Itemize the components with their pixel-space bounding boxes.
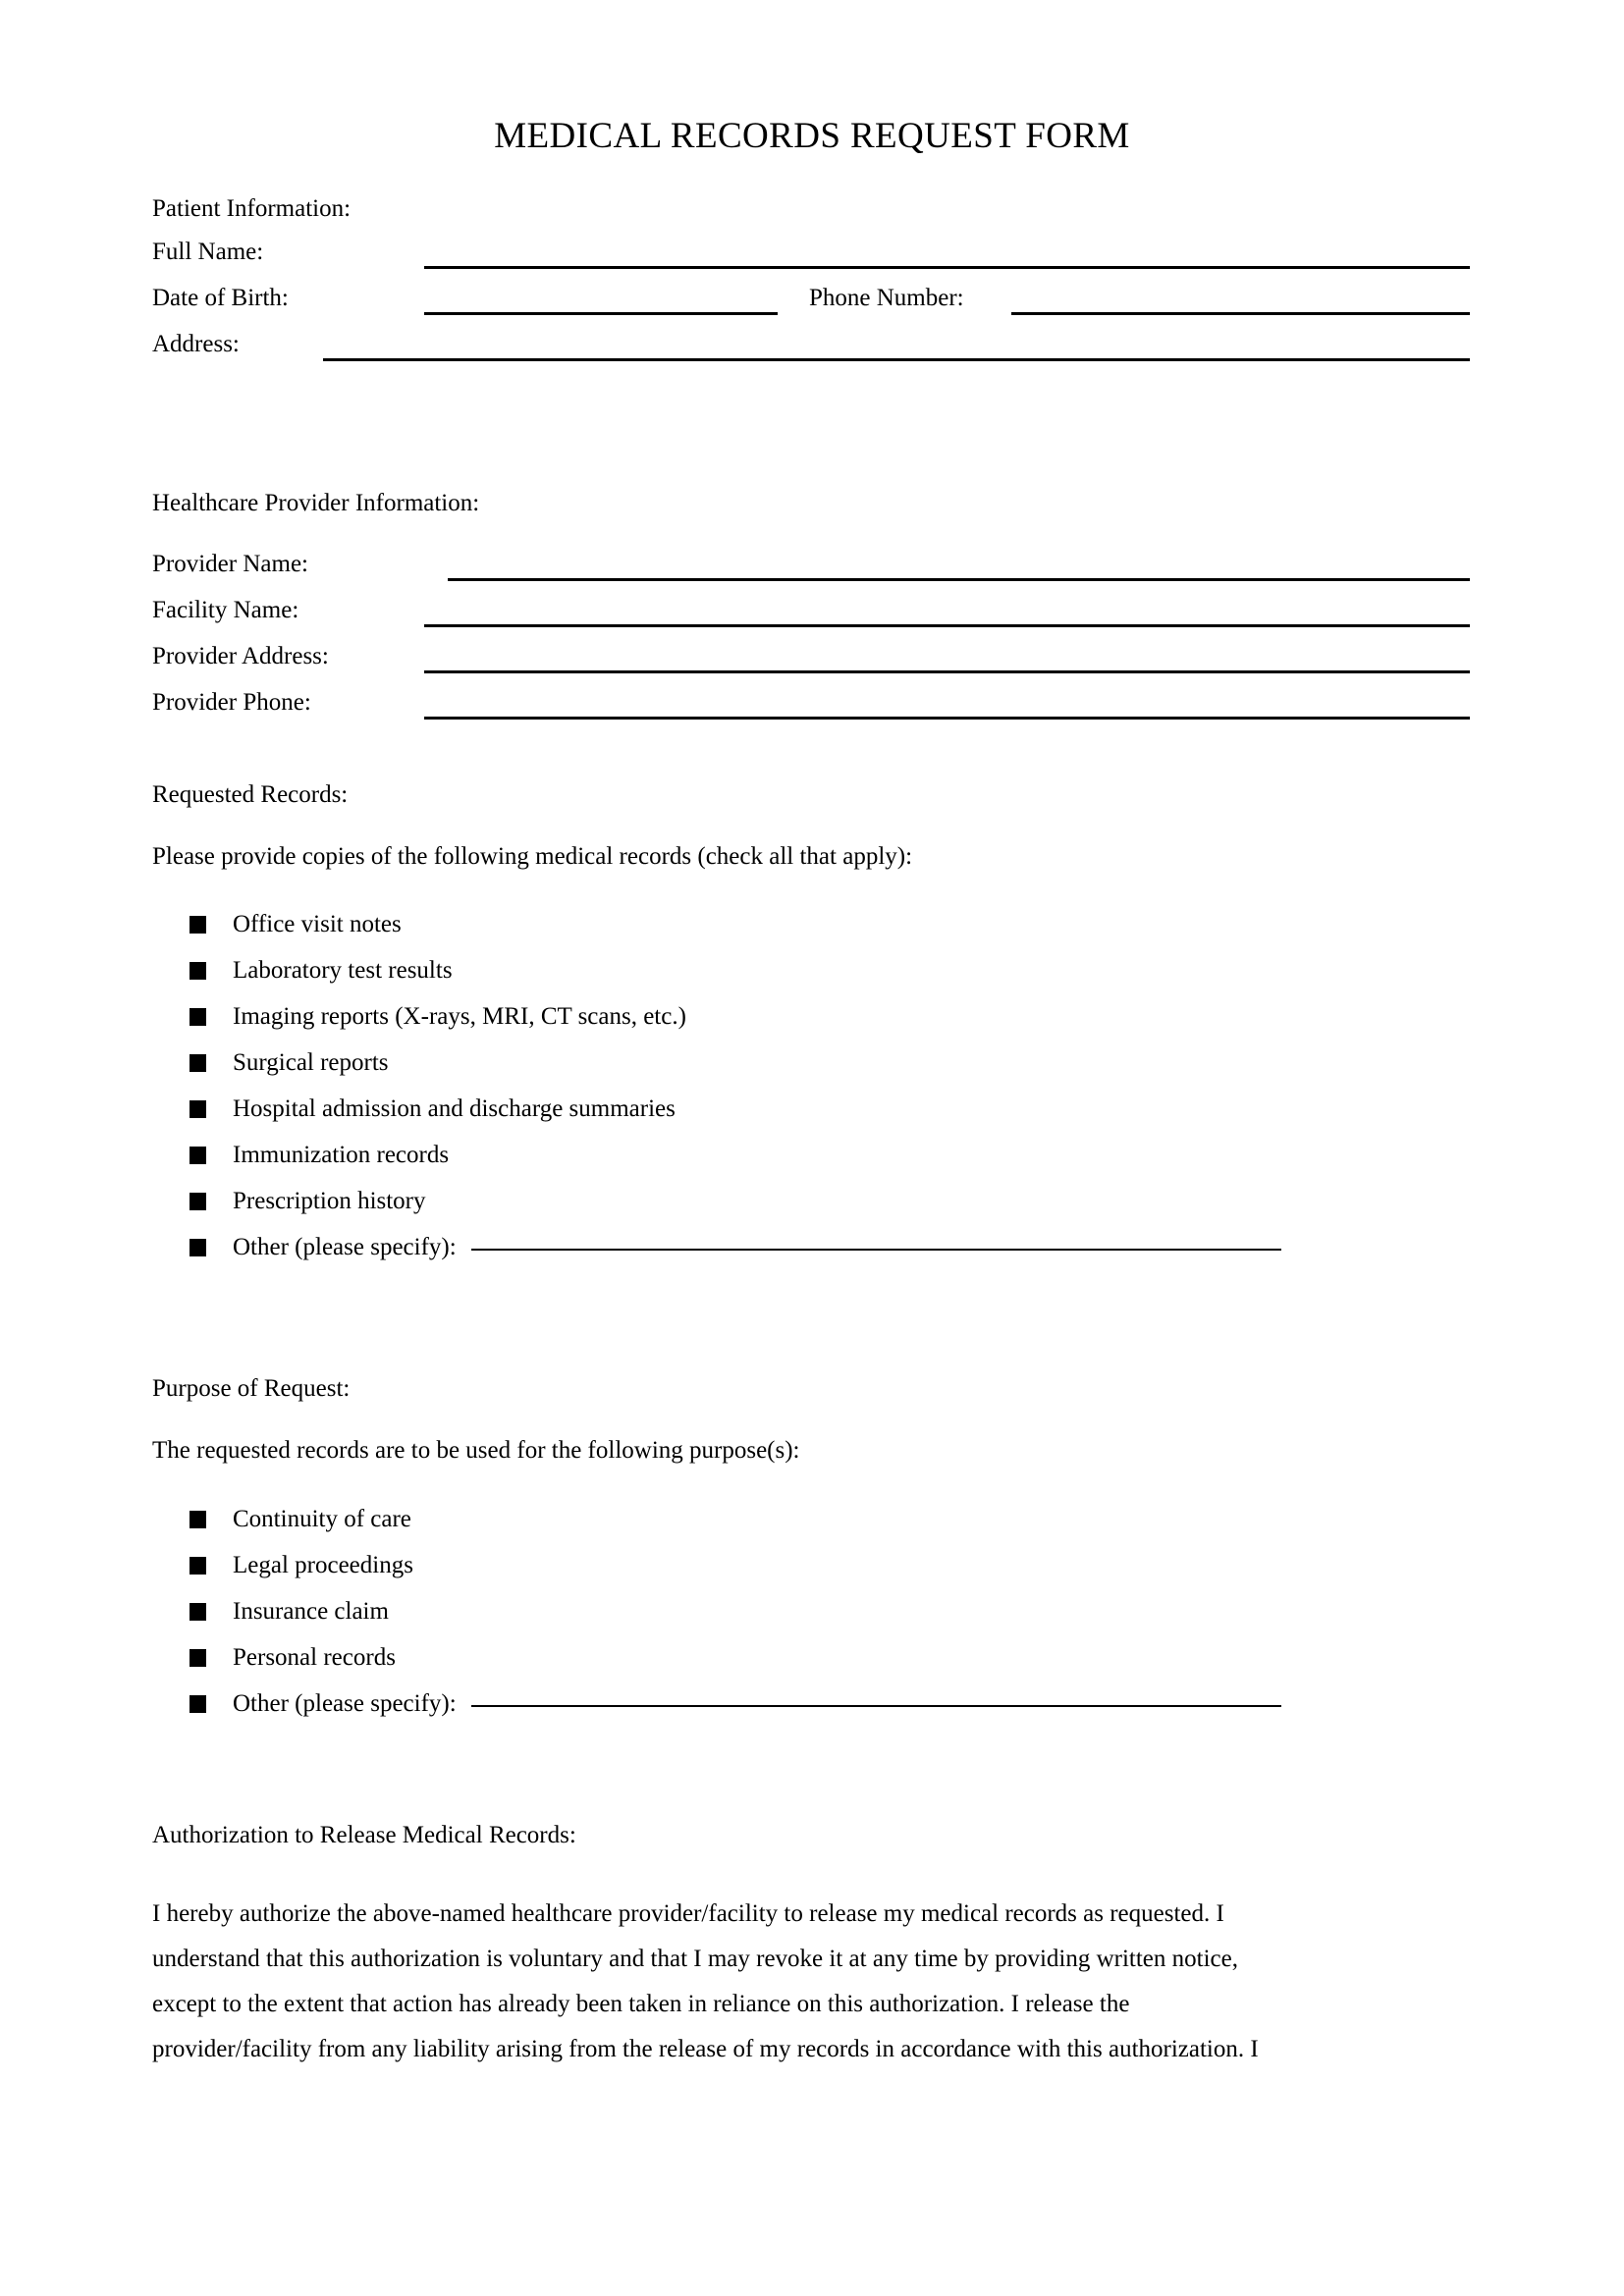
checkbox-icon[interactable] [189,916,206,934]
requested-records-instruction: Please provide copies of the following medical records (check all that apply): [152,843,913,870]
requested-records-heading: Requested Records: [152,781,349,808]
list-item-label: Hospital admission and discharge summaries [233,1095,676,1122]
checkbox-icon[interactable] [189,1239,206,1256]
patient-address-row [152,330,1473,376]
list-item[interactable] [189,956,1510,1002]
checkbox-icon[interactable] [189,1649,206,1667]
phone-number-label: Phone Number: [809,285,964,311]
patient-information-section [152,194,1473,224]
requested-records-section [152,780,1473,810]
address-input[interactable] [323,358,1470,361]
provider-name-label: Provider Name: [152,551,308,577]
list-item-label: Personal records [233,1644,396,1671]
requested-records-instruction-wrap [152,842,1473,872]
checkbox-icon[interactable] [189,1008,206,1026]
checkbox-icon[interactable] [189,1193,206,1210]
purpose-instruction-wrap [152,1436,1473,1466]
list-item-label: Prescription history [233,1188,426,1214]
list-item[interactable] [189,910,1510,956]
list-item-label: Legal proceedings [233,1552,413,1578]
list-item[interactable] [189,1187,1510,1233]
list-item-label: Insurance claim [233,1598,389,1625]
list-item[interactable] [189,1597,1510,1643]
list-item-label: Office visit notes [233,911,402,937]
facility-name-row [152,596,1473,642]
authorization-paragraph [152,1892,1473,2072]
patient-full-name-row [152,238,1473,284]
authorization-paragraph-line: I hereby authorize the above-named healthcare provider/facility to release my medical records as requested. I [152,1900,1224,1927]
date-of-birth-input[interactable] [424,312,778,315]
checkbox-icon[interactable] [189,1695,206,1713]
list-item[interactable] [189,1643,1510,1689]
provider-address-row [152,642,1473,688]
list-item[interactable] [189,1048,1510,1095]
list-item-label: Laboratory test results [233,957,453,984]
purpose-instruction: The requested records are to be used for the following purpose(s): [152,1437,800,1464]
checkbox-icon[interactable] [189,962,206,980]
other-specify-input[interactable] [471,1705,1281,1707]
purpose-of-request-heading: Purpose of Request: [152,1375,351,1402]
patient-dob-phone-row [152,284,1473,330]
list-item[interactable] [189,1095,1510,1141]
date-of-birth-label: Date of Birth: [152,285,289,311]
other-specify-label: Other (please specify): [233,1234,457,1260]
authorization-paragraph-line: provider/facility from any liability arising from the release of my records in accordance with this authorization. I [152,2036,1259,2062]
facility-name-label: Facility Name: [152,597,299,623]
provider-phone-row [152,688,1473,734]
provider-name-input[interactable] [448,578,1470,581]
list-item[interactable] [189,1551,1510,1597]
authorization-paragraph-line: except to the extent that action has already been taken in reliance on this authorization. I release the [152,1991,1130,2017]
authorization-heading: Authorization to Release Medical Records: [152,1822,576,1848]
list-item-other[interactable] [189,1233,1510,1279]
full-name-input[interactable] [424,266,1470,269]
list-item-label: Imaging reports (X-rays, MRI, CT scans, etc.) [233,1003,686,1030]
checkbox-icon[interactable] [189,1511,206,1528]
list-item-other[interactable] [189,1689,1510,1735]
list-item-label: Surgical reports [233,1049,389,1076]
checkbox-icon[interactable] [189,1557,206,1575]
list-item-label: Immunization records [233,1142,450,1168]
provider-address-label: Provider Address: [152,643,329,669]
phone-number-input[interactable] [1011,312,1470,315]
list-item-label: Continuity of care [233,1506,411,1532]
checkbox-icon[interactable] [189,1603,206,1621]
address-label: Address: [152,331,240,357]
other-specify-label: Other (please specify): [233,1690,457,1717]
provider-information-heading: Healthcare Provider Information: [152,490,480,516]
purpose-of-request-section [152,1374,1473,1404]
other-specify-input[interactable] [471,1249,1281,1251]
list-item[interactable] [189,1002,1510,1048]
requested-records-checklist [189,910,1510,1279]
list-item[interactable] [189,1505,1510,1551]
list-item[interactable] [189,1141,1510,1187]
purpose-checklist [189,1505,1510,1735]
provider-name-row [152,550,1473,596]
checkbox-icon[interactable] [189,1147,206,1164]
full-name-label: Full Name: [152,239,264,265]
provider-phone-input[interactable] [424,717,1470,720]
provider-information-section [152,489,1473,518]
checkbox-icon[interactable] [189,1100,206,1118]
provider-phone-label: Provider Phone: [152,689,311,716]
facility-name-input[interactable] [424,624,1470,627]
provider-address-input[interactable] [424,670,1470,673]
authorization-paragraph-line: understand that this authorization is voluntary and that I may revoke it at any time by providing written notice, [152,1946,1238,1972]
page-title: MEDICAL RECORDS REQUEST FORM [494,116,1130,156]
authorization-section [152,1821,1473,1850]
patient-information-heading: Patient Information: [152,195,352,222]
checkbox-icon[interactable] [189,1054,206,1072]
